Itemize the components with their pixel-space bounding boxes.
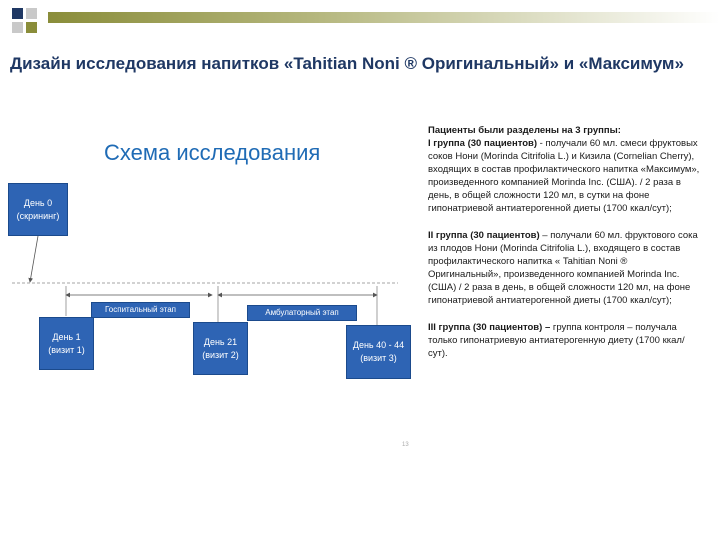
day1-sublabel: (визит 1) — [48, 344, 85, 355]
groups-description — [428, 124, 702, 374]
day0-box — [8, 183, 68, 236]
group3-text: группа контроля – получала только гипонатриевую антиатерогенную диету (1700 ккал/сут). — [428, 322, 685, 359]
hospital-phase-label: Госпитальный этап — [91, 302, 190, 318]
day40-label: День 40 - 44 — [352, 340, 405, 350]
day21-sublabel: (визит 2) — [202, 349, 239, 360]
day1-label: День 1 — [52, 331, 81, 342]
group2-paragraph — [428, 229, 702, 307]
group1-text: - получали 60 мл. смеси фруктовых соков Нони (Morinda Citrifolia L.) и Кизила (Cornelian Cherry), входящих в состав профилактического напитка «Максимум», произведенного компанией Morinda Inc. (США). / 2 раза в день, в общей сложности 120 мл, в сутки на фоне гипонатриевой антиатерогенной диеты (1700 ккал/сут); — [428, 138, 700, 214]
group3-paragraph — [428, 321, 702, 360]
day0-sublabel: (скрининг) — [16, 210, 60, 221]
slide-title: Дизайн исследования напитков «Tahitian Noni ® Оригинальный» и «Максимум» — [10, 54, 684, 73]
group2-label: II группа (30 пациентов) — [428, 230, 540, 241]
day0-label: День 0 — [23, 197, 53, 208]
group1-label: I группа (30 пациентов) — [428, 138, 538, 149]
scheme-title: Схема исследования — [104, 140, 321, 165]
day21-label: День 21 — [203, 336, 238, 347]
day40-sublabel: (визит 3) — [360, 353, 397, 363]
page-number: 13 — [402, 442, 409, 448]
groups-header: Пациенты были разделены на 3 группы: — [428, 125, 621, 136]
day40-box — [346, 325, 411, 379]
day1-box — [39, 317, 94, 370]
ambulatory-phase-label: Амбулаторный этап — [247, 305, 357, 321]
group1-paragraph — [428, 137, 702, 215]
group3-label: III группа (30 пациентов) – — [428, 322, 551, 333]
day0-arrow — [30, 236, 38, 282]
day21-box — [193, 322, 248, 375]
group2-text: – получали 60 мл. фруктового сока из плодов Нони (Morinda Citrifolia L.), входящего в состав профилактического напитка « Tahitian Noni ® Оригинальный», произведенного компанией Morinda Inc. (США) / 2 раза в день, в общей сложности 120 мл, на фоне гипонатриевой антиатерогенной диеты (1700 ккал/сут); — [428, 230, 698, 306]
